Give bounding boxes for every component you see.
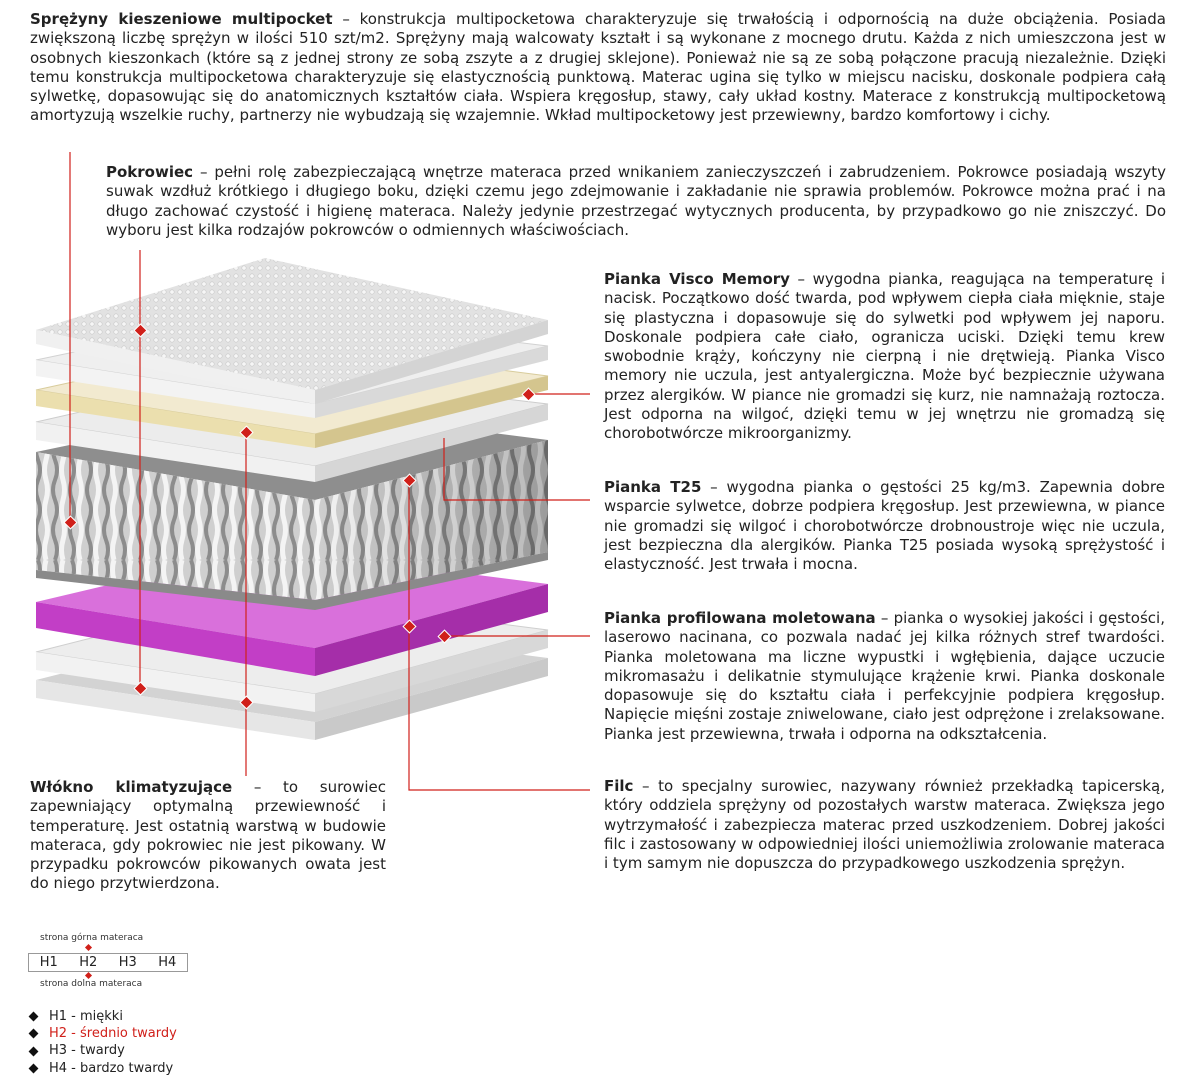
wlokno-text: – to surowiec zapewniający optymalną przewiewność i temperaturę. Jest ostatnią warstwą w budowie materaca, gdy pokrowiec nie jest pikowany. W przypadku pokrowców pikowanych owata jest do niego przytwierdzona. bbox=[30, 778, 386, 893]
t25-title: Pianka T25 bbox=[604, 478, 702, 496]
moletowana-text: – pianka o wysokiej jakości i gęstości, laserowo nacinana, co pozwala nadać jej kilka różnych stref twardości. Pianka moletowana ma liczne wypustki i wgłębienia, dające uczucie mikromasażu i delikatnie stymulujące krążenie krwi. Pianka doskonale dopasowuje się do kształtu ciała i perfekcyjnie podpiera kręgosłup. Napięcie mięśni zostaje zniwelowane, ciało jest odprężone i zrelaksowane. Pianka jest przewiewna, trwała i odporna na odkształcenia. bbox=[604, 609, 1165, 743]
cover-title: Pokrowiec bbox=[106, 163, 194, 181]
t25-text: – wygodna pianka o gęstości 25 kg/m3. Zapewnia dobre wsparcie sylwetce, dobrze podpiera kręgosłup. Jest przewiewna, w piance nie gromadzi się wilgoć i chorobotwórcze drobnoustroje więc nie uczula, jest bezpieczna dla alergików. Pianka T25 posiada wysoką sprężystość i elastyczność. Jest trwała i mocna. bbox=[604, 478, 1165, 574]
legend-label: H4 - bardzo twardy bbox=[49, 1060, 174, 1076]
visco-text: – wygodna pianka, reagująca na temperaturę i nacisk. Początkowo dość twarda, pod wpływem ciepła ciała mięknie, staje się plastyczna i dopasowuje się do sylwetki pod wpływem jej naporu. Doskonale podpiera całe ciało, ogranicza uciski. Dzięki temu krew swobodnie krąży, kończyny nie cierpną i nie drętwieją. Pianka Visco memory nie uczula, jest antyalergiczna. Może być bezpiecznie używana przez alergików. W piance nie gromadzi się kurz, nie namnażają roztocza. Jest odporna na wilgoć, dzięki temu w jej wnętrzu nie gromadzą się chorobotwórcze mikroorganizmy. bbox=[604, 270, 1165, 443]
scale-box bbox=[28, 953, 188, 972]
scale-top-caption: strona górna materaca bbox=[40, 933, 144, 943]
intro-text: – konstrukcja multipocketowa charakteryzuje się trwałością i odpornością na duże obciążenia. Posiada zwiększoną liczbę sprężyn w ilości 510 szt/m2. Sprężyny mają walcowaty kształt i są wykonane z mocnego drutu. Każda z nich umieszczona jest w osobnych kieszonkach (które są z jednej strony ze sobą zszyte a z drugiej sklejone). Ponieważ nie są ze sobą połączone pracują niezależnie. Dzięki temu konstrukcja multipocketowa charakteryzuje się elastycznością punktową. Materac ugina się tylko w miejscu nacisku, doskonale podpiera całą sylwetkę, dopasowując się do anatomicznych kształtów ciała. Wspiera kręgosłup, stawy, cały układ kostny. Materace z konstrukcją multipocketową amortyzują wszelkie ruchy, partnerzy nie wybudzają się wzajemnie. Wkład multipocketowy jest przewiewny, bardzo komfortowy i cichy. bbox=[30, 10, 1166, 125]
legend-item-h2 bbox=[30, 1025, 177, 1042]
scale-level-h2: H2 bbox=[79, 955, 98, 970]
diamond-icon bbox=[29, 1012, 39, 1022]
scale-level-h4: H4 bbox=[158, 955, 177, 970]
intro-title: Sprężyny kieszeniowe multipocket bbox=[30, 10, 333, 28]
scale-level-h1: H1 bbox=[39, 955, 58, 970]
diamond-icon bbox=[29, 1063, 39, 1073]
legend-label: H3 - twardy bbox=[49, 1043, 125, 1059]
legend-label: H2 - średnio twardy bbox=[49, 1026, 177, 1042]
visco-title: Pianka Visco Memory bbox=[604, 270, 790, 288]
legend-item-h1 bbox=[30, 1008, 177, 1025]
wlokno-title: Włókno klimatyzujące bbox=[30, 778, 233, 796]
moletowana-title: Pianka profilowana moletowana bbox=[604, 609, 876, 627]
legend-label: H1 - miękki bbox=[49, 1009, 123, 1024]
cover-text: – pełni rolę zabezpieczającą wnętrze materaca przed wnikaniem zanieczyszczeń i zabrudzeniem. Pokrowce posiadają wszyty suwak wzdłuż krótkiego i długiego boku, dzięki czemu jego zdejmowanie i zakładanie nie sprawia problemów. Pokrowce można prać i na długo zachować czystość i higienę materaca. Należy jedynie przestrzegać wytycznych producenta, by przypadkowo go nie zniszczyć. Do wyboru jest kilka rodzajów pokrowców o odmiennych właściwościach. bbox=[106, 163, 1166, 239]
diamond-icon bbox=[29, 1029, 39, 1039]
legend-item-h3 bbox=[30, 1042, 177, 1059]
filc-title: Filc bbox=[604, 777, 634, 795]
legend-item-h4 bbox=[30, 1060, 177, 1077]
scale-bottom-caption: strona dolna materaca bbox=[40, 979, 143, 989]
diamond-icon bbox=[29, 1046, 39, 1056]
scale-level-h3: H3 bbox=[118, 955, 137, 970]
filc-text: – to specjalny surowiec, nazywany również przekładką tapicerską, który oddziela sprężyny od pozostałych warstw materaca. Zwiększa jego wytrzymałość i zabezpiecza materac przed uszkodzeniem. Dobrej jakości filc i zastosowany w odpowiedniej ilości uniemożliwia zrolowanie materaca i tym samym nie dopuszcza do przypadkowego uszkodzenia sprężyn. bbox=[604, 777, 1165, 873]
firmness-legend bbox=[30, 1008, 177, 1077]
